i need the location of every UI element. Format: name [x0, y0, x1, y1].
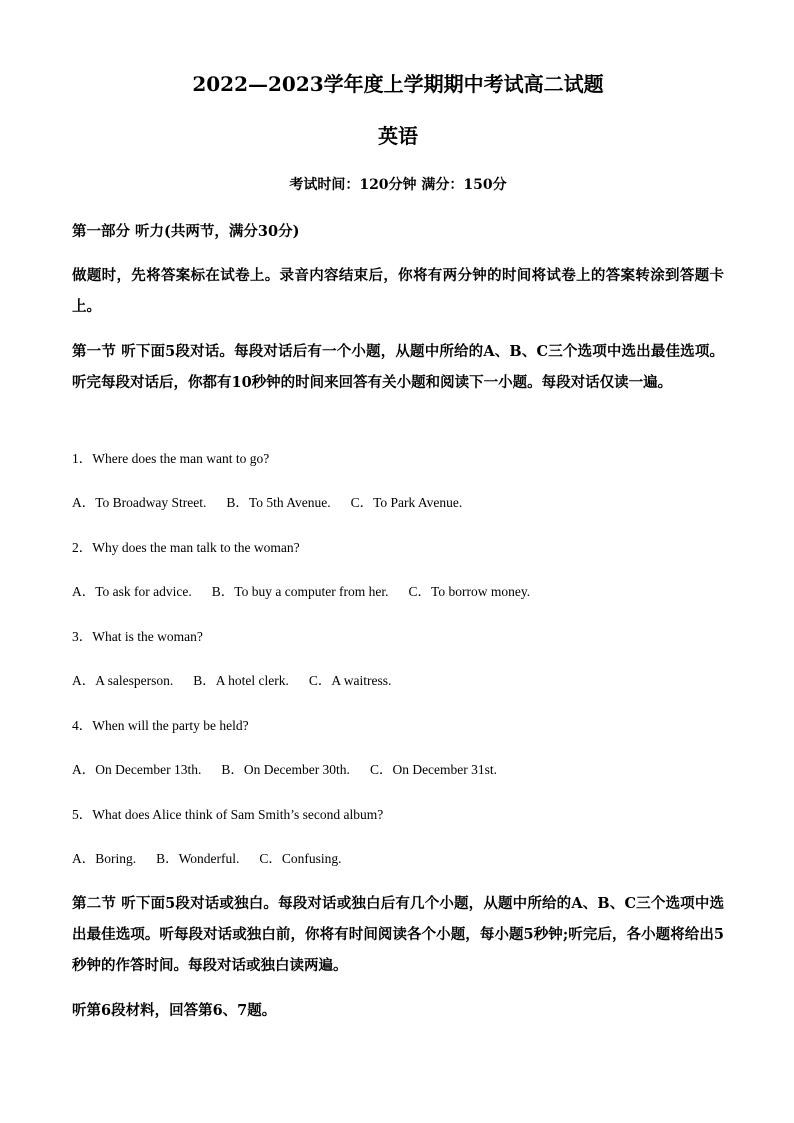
- question-options: [72, 848, 724, 870]
- question-stem: 1．Where does the man want to go?: [72, 451, 270, 466]
- question-stem: 4．When will the party be held?: [72, 718, 249, 733]
- option-c: C．Confusing.: [259, 851, 342, 866]
- option-b: B．To buy a computer from her.: [211, 584, 389, 599]
- question-options: [72, 670, 724, 692]
- question-stem: 5．What does Alice think of Sam Smith’s second album?: [72, 807, 384, 822]
- option-c: C．On December 31st.: [369, 762, 498, 777]
- option-a: A．A salesperson.: [72, 673, 174, 688]
- section2-heading: 第二节 听下面5段对话或独白。每段对话或独白后有几个小题，从题中所给的A、B、C三个选项中选出最佳选项。听每段对话或独白前，你将有时间阅读各个小题，每小题5秒钟;听完后，各小题将给出5秒钟的作答时间。每段对话或独白读两遍。: [72, 895, 724, 974]
- section2-subheading: 听第6段材料，回答第6、7题。: [72, 1002, 277, 1019]
- option-a: A．To ask for advice.: [72, 584, 192, 599]
- part1-instruction: 做题时，先将答案标在试卷上。录音内容结束后，你将有两分钟的时间将试卷上的答案转涂到答题卡上。: [72, 267, 724, 315]
- question-stem: 3．What is the woman?: [72, 629, 203, 644]
- question-stem: 2．Why does the man talk to the woman?: [72, 540, 300, 555]
- option-c: C．A waitress.: [308, 673, 392, 688]
- question-options: [72, 581, 724, 603]
- question-options: [72, 759, 724, 781]
- option-b: B．To 5th Avenue.: [226, 495, 331, 510]
- option-c: C．To Park Avenue.: [350, 495, 463, 510]
- option-a: A．To Broadway Street.: [72, 495, 207, 510]
- option-b: B．A hotel clerk.: [193, 673, 289, 688]
- exam-title: 2022—2023学年度上学期期中考试高二试题: [192, 72, 604, 96]
- option-b: B．Wonderful.: [156, 851, 240, 866]
- exam-subject: 英语: [378, 124, 418, 148]
- question-options: [72, 492, 724, 514]
- option-b: B．On December 30th.: [221, 762, 350, 777]
- section1-heading: 第一节 听下面5段对话。每段对话后有一个小题，从题中所给的A、B、C三个选项中选出最佳选项。听完每段对话后，你都有10秒钟的时间来回答有关小题和阅读下一小题。每段对话仅读一遍。: [72, 343, 724, 391]
- option-a: A．Boring.: [72, 851, 137, 866]
- exam-meta: 考试时间：120分钟 满分：150分: [289, 177, 507, 193]
- option-a: A．On December 13th.: [72, 762, 202, 777]
- part1-heading: 第一部分 听力(共两节，满分30分): [72, 223, 300, 240]
- option-c: C．To borrow money.: [408, 584, 531, 599]
